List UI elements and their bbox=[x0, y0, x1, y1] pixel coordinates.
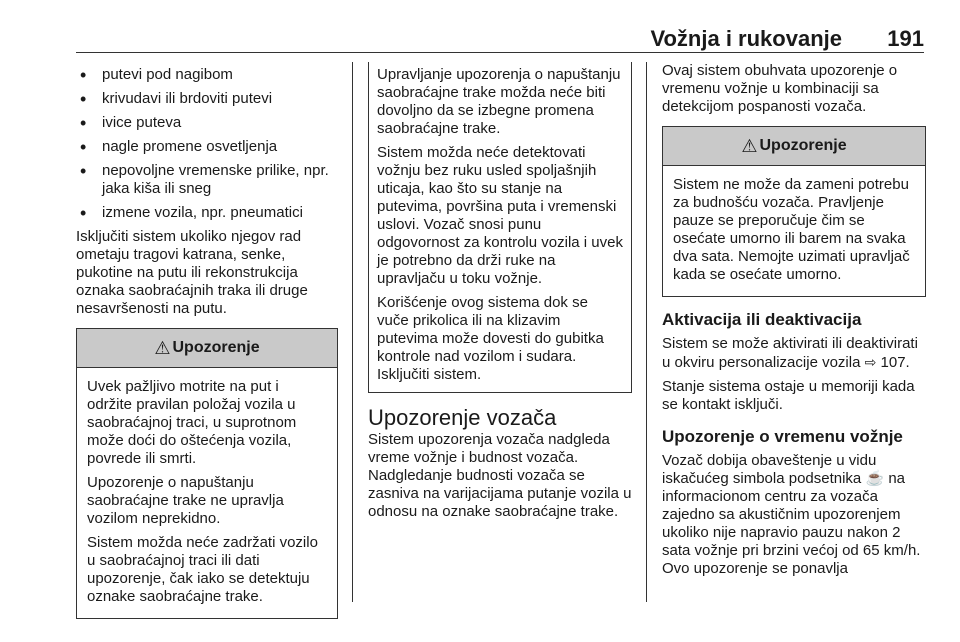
coffee-cup-icon: ☕ bbox=[865, 470, 885, 487]
warning-paragraph: Sistem možda neće detektovati vožnju bez ruku usled spoljašnjih uticaja, kao što su stanje na putevima, površina puta i vremenski uslovi. Vozač snosi punu odgovornost za kontrolu vozila i uvek je potrebno da drži ruke na upravljaču u toku vožnje. bbox=[377, 144, 623, 287]
list-item: • izmene vozila, npr. pneumatici bbox=[76, 204, 338, 222]
subsection-heading: Aktivacija ili deaktivacija bbox=[662, 310, 862, 329]
warning-title: Upozorenje bbox=[759, 137, 847, 154]
column-divider bbox=[646, 62, 647, 602]
body-paragraph bbox=[662, 452, 926, 578]
warning-triangle-icon: ⚠ bbox=[154, 338, 171, 358]
warning-paragraph: Sistem možda neće zadržati vozilo u saobraćajnoj traci ili dati upozorenje, čak iako se detektuju oznake saobraćajne trake. bbox=[87, 534, 318, 605]
para-text: Vozač dobija obaveštenje u vidu iskačućeg simbola podsetnika bbox=[662, 452, 877, 487]
warning-header bbox=[663, 127, 925, 166]
conditions-list bbox=[76, 66, 338, 222]
warning-box bbox=[662, 126, 926, 297]
warning-paragraph: Upravljanje upozorenja o napuštanju saobraćajne trake možda neće biti dovoljno da se izbegne promena saobraćajne trake. bbox=[377, 66, 621, 137]
body-paragraph: Sistem upozorenja vozača nadgleda vreme vožnje i budnost vozača. Nadgledanje budnosti vozača se zasniva na varijacijama putanje vozila u odnosu na oznake saobraćajne trake. bbox=[368, 431, 632, 520]
list-item: • nagle promene osvetljenja bbox=[76, 138, 338, 156]
list-item: • putevi pod nagibom bbox=[76, 66, 338, 84]
warning-body bbox=[663, 166, 925, 296]
header-rule bbox=[76, 52, 924, 53]
page-reference[interactable]: 107. bbox=[880, 354, 910, 371]
list-item: • ivice puteva bbox=[76, 114, 338, 132]
warning-paragraph: Korišćenje ovog sistema dok se vuče prikolica ili na klizavim putevima može dovesti do gubitka kontrole nad vozilom i sudara. Isključiti sistem. bbox=[377, 294, 604, 383]
column-1 bbox=[76, 62, 338, 619]
list-item: • krivudavi ili brdoviti putevi bbox=[76, 90, 338, 108]
body-paragraph: Isključiti sistem ukoliko njegov rad ometaju tragovi katrana, senke, pukotine na putu ili rekonstrukcija oznaka saobraćajnih traka ili druge nesavršenosti na putu. bbox=[76, 228, 308, 317]
warning-header bbox=[77, 329, 337, 368]
warning-paragraph: Upozorenje o napuštanju saobraćajne trake ne upravlja vozilom neprekidno. bbox=[87, 474, 284, 527]
warning-paragraph: Uvek pažljivo motrite na put i održite pravilan položaj vozila u saobraćajnoj traci, u suprotnom može doći do oštećenja vozila, povrede ili smrti. bbox=[87, 378, 297, 467]
warning-box bbox=[76, 328, 338, 619]
warning-triangle-icon: ⚠ bbox=[741, 136, 758, 156]
page-number: 191 bbox=[887, 26, 924, 51]
list-item: • nepovoljne vremenske prilike, npr. jaka kiša ili sneg bbox=[76, 162, 338, 198]
para-text: na informacionom centru za vozača zajedno sa akustičnim upozorenjem ukoliko nije napravio pauzu nakon 2 sata vožnje pri brzini većoj od 65 km/h. Ovo upozorenje se ponavlja bbox=[662, 470, 921, 577]
section-heading: Upozorenje vozača bbox=[368, 405, 557, 430]
warning-body bbox=[77, 368, 337, 618]
para-text: Sistem se može aktivirati ili deaktivirati u okviru personalizacije vozila bbox=[662, 335, 918, 371]
warning-box-continued bbox=[368, 62, 632, 393]
warning-title: Upozorenje bbox=[172, 339, 260, 356]
column-2 bbox=[368, 62, 632, 527]
body-paragraph: Ovaj sistem obuhvata upozorenje o vremenu vožnje u kombinaciji sa detekcijom pospanosti vozača. bbox=[662, 62, 898, 115]
page-reference-icon: ⇨ bbox=[864, 354, 877, 370]
subsection-heading: Upozorenje o vremenu vožnje bbox=[662, 427, 903, 446]
column-3 bbox=[662, 62, 926, 584]
warning-paragraph: Sistem ne može da zameni potrebu za budnošću vozača. Pravljenje pauze se preporučuje čim se osećate umorno ili barem na svaka dva sata. Nemojte uzimati upravljač kada se osećate umorno. bbox=[673, 176, 910, 283]
column-divider bbox=[352, 62, 353, 602]
body-paragraph: Stanje sistema ostaje u memoriji kada se kontakt isključi. bbox=[662, 378, 915, 413]
page-header-title: Vožnja i rukovanje bbox=[650, 26, 842, 51]
body-paragraph bbox=[662, 335, 926, 372]
